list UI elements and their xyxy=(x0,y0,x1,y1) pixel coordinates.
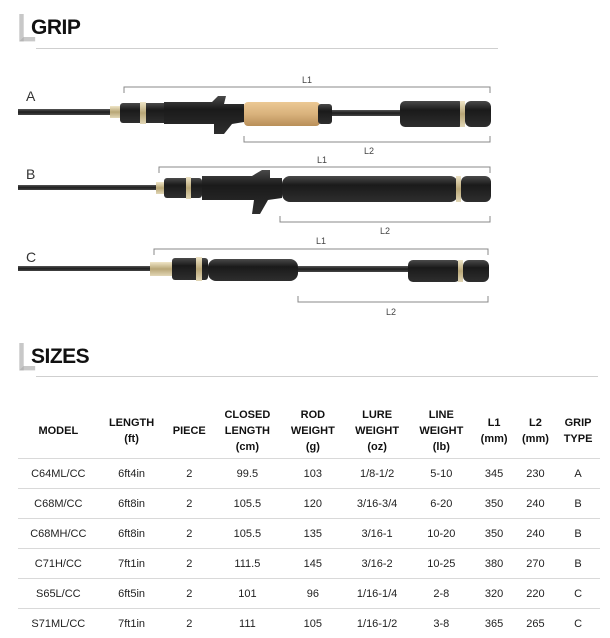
cell-rod-weight: 145 xyxy=(281,549,345,579)
cell-grip-type: A xyxy=(556,459,600,489)
table-row xyxy=(18,519,600,549)
cell-l2: 240 xyxy=(515,519,556,549)
col-header-rod-weight: ROD WEIGHT (g) xyxy=(281,404,345,459)
cell-length: 6ft8in xyxy=(99,519,165,549)
col-header-grip-type: GRIP TYPE xyxy=(556,404,600,459)
cell-line-weight: 5-10 xyxy=(409,459,473,489)
cell-model: C68M/CC xyxy=(18,489,99,519)
col-header-closed-length: CLOSED LENGTH (cm) xyxy=(214,404,281,459)
table-row xyxy=(18,459,600,489)
cell-grip-type: C xyxy=(556,579,600,609)
cell-rod-weight: 105 xyxy=(281,609,345,638)
grip-b-l1-label: L1 xyxy=(317,155,327,165)
cell-length: 6ft4in xyxy=(99,459,165,489)
cell-rod-weight: 103 xyxy=(281,459,345,489)
cell-l2: 270 xyxy=(515,549,556,579)
cell-piece: 2 xyxy=(165,579,215,609)
cell-model: S65L/CC xyxy=(18,579,99,609)
cell-grip-type: B xyxy=(556,489,600,519)
sizes-table xyxy=(18,404,600,638)
cell-closed-length: 105.5 xyxy=(214,519,281,549)
cell-piece: 2 xyxy=(165,489,215,519)
cell-rod-weight: 96 xyxy=(281,579,345,609)
cell-model: C71H/CC xyxy=(18,549,99,579)
cell-l1: 350 xyxy=(473,519,514,549)
grip-label-c: C xyxy=(26,249,36,265)
cell-model: C68MH/CC xyxy=(18,519,99,549)
table-header-row xyxy=(18,404,600,459)
sizes-divider xyxy=(36,376,598,377)
col-header-length: LENGTH (ft) xyxy=(99,404,165,459)
table-row xyxy=(18,489,600,519)
cell-piece: 2 xyxy=(165,519,215,549)
cell-l2: 240 xyxy=(515,489,556,519)
grip-b-l2-label: L2 xyxy=(380,226,390,236)
grip-a-l2-label: L2 xyxy=(364,146,374,156)
cell-grip-type: B xyxy=(556,549,600,579)
cell-length: 6ft5in xyxy=(99,579,165,609)
cell-line-weight: 10-25 xyxy=(409,549,473,579)
cell-closed-length: 111 xyxy=(214,609,281,638)
grip-section-header xyxy=(18,14,498,50)
rod-b xyxy=(18,167,491,222)
cell-lure-weight: 1/16-1/4 xyxy=(345,579,409,609)
cell-lure-weight: 3/16-3/4 xyxy=(345,489,409,519)
grip-title: GRIP xyxy=(31,16,80,40)
cell-lure-weight: 3/16-2 xyxy=(345,549,409,579)
cell-line-weight: 3-8 xyxy=(409,609,473,638)
cell-length: 7ft1in xyxy=(99,549,165,579)
cell-line-weight: 2-8 xyxy=(409,579,473,609)
cell-l1: 345 xyxy=(473,459,514,489)
cell-line-weight: 10-20 xyxy=(409,519,473,549)
cell-l1: 350 xyxy=(473,489,514,519)
col-header-model: MODEL xyxy=(18,404,99,459)
cell-l2: 230 xyxy=(515,459,556,489)
col-header-piece: PIECE xyxy=(165,404,215,459)
cell-closed-length: 101 xyxy=(214,579,281,609)
table-row xyxy=(18,549,600,579)
grip-illustrations xyxy=(0,60,610,330)
cell-lure-weight: 1/8-1/2 xyxy=(345,459,409,489)
col-header-l1: L1 (mm) xyxy=(473,404,514,459)
cell-piece: 2 xyxy=(165,609,215,638)
cell-closed-length: 99.5 xyxy=(214,459,281,489)
cell-lure-weight: 1/16-1/2 xyxy=(345,609,409,638)
sizes-section-header xyxy=(18,343,598,379)
grip-label-a: A xyxy=(26,88,35,104)
cell-closed-length: 105.5 xyxy=(214,489,281,519)
cell-rod-weight: 135 xyxy=(281,519,345,549)
grip-label-b: B xyxy=(26,166,35,182)
grip-c-l2-label: L2 xyxy=(386,307,396,317)
rod-c xyxy=(18,249,489,302)
cell-closed-length: 111.5 xyxy=(214,549,281,579)
grip-divider xyxy=(36,48,498,49)
cell-length: 6ft8in xyxy=(99,489,165,519)
cell-rod-weight: 120 xyxy=(281,489,345,519)
cell-piece: 2 xyxy=(165,459,215,489)
cell-grip-type: B xyxy=(556,519,600,549)
rod-a xyxy=(18,87,491,142)
table-row xyxy=(18,579,600,609)
grip-a-l1-label: L1 xyxy=(302,75,312,85)
cell-l1: 380 xyxy=(473,549,514,579)
cell-length: 7ft1in xyxy=(99,609,165,638)
cell-l1: 365 xyxy=(473,609,514,638)
cell-l2: 220 xyxy=(515,579,556,609)
table-row xyxy=(18,609,600,638)
cell-model: C64ML/CC xyxy=(18,459,99,489)
grip-c-l1-label: L1 xyxy=(316,236,326,246)
cell-model: S71ML/CC xyxy=(18,609,99,638)
col-header-l2: L2 (mm) xyxy=(515,404,556,459)
sizes-title: SIZES xyxy=(31,345,89,369)
cell-l2: 265 xyxy=(515,609,556,638)
cell-piece: 2 xyxy=(165,549,215,579)
col-header-line-weight: LINE WEIGHT (lb) xyxy=(409,404,473,459)
cell-line-weight: 6-20 xyxy=(409,489,473,519)
cell-l1: 320 xyxy=(473,579,514,609)
cell-grip-type: C xyxy=(556,609,600,638)
col-header-lure-weight: LURE WEIGHT (oz) xyxy=(345,404,409,459)
cell-lure-weight: 3/16-1 xyxy=(345,519,409,549)
